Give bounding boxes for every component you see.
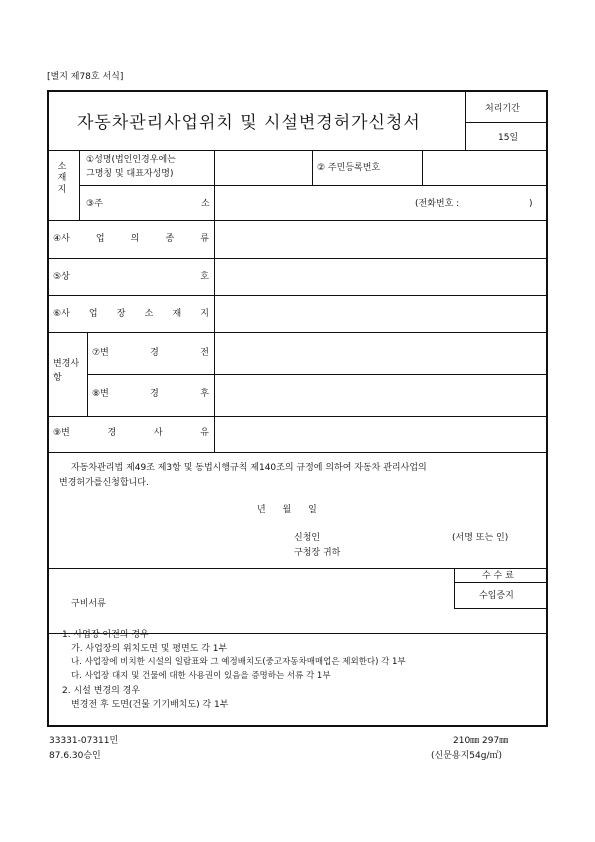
processing-period-value: 15일 [498, 133, 519, 143]
signature-label: (서명 또는 인) [452, 533, 509, 543]
applicant-label: 신청인 [294, 533, 321, 543]
documents-heading: 구비서류 [71, 599, 106, 609]
resident-number-field[interactable] [423, 151, 547, 184]
address-label-end: 소 [201, 199, 210, 209]
trade-name-field[interactable] [217, 260, 547, 294]
name-field[interactable] [217, 151, 311, 184]
business-location-label: ⑥사 업 장 소 재 지 [53, 309, 209, 319]
name-label-line2: 그명칭 및 대표자성명) [86, 169, 174, 179]
address-label: ③주 [86, 199, 103, 209]
before-change-field[interactable] [217, 334, 547, 373]
business-type-label: ④사 업 의 종 류 [53, 234, 209, 244]
business-location-field[interactable] [217, 297, 547, 331]
business-type-field[interactable] [217, 222, 547, 257]
footer-approval-date: 87.6.30승인 [49, 751, 101, 761]
document-item: 1. 사업장 이전의 경우 [62, 630, 149, 640]
trade-name-label: ⑤상 호 [53, 272, 209, 282]
resident-number-label: ② 주민등록번호 [317, 163, 381, 173]
fee-label: 수 수 료 [482, 571, 514, 581]
statement-line2: 변경허가를신청합니다. [59, 478, 149, 488]
location-label: 소재지 [57, 162, 67, 195]
change-items-label: 변경사항 [53, 359, 80, 383]
footer-form-number: 33331-07311민 [49, 736, 119, 746]
application-form [47, 90, 548, 727]
after-change-label: ⑧변 경 후 [92, 389, 209, 399]
statement-line1: 자동차관리법 제49조 제3항 및 동법시행규칙 제140조의 규정에 의하여 자동차 관리사업의 [71, 463, 427, 473]
document-item: 나. 사업장에 비치한 시설의 일람표와 그 예정배치도(중고자동차매매업은 제외한다) 각 1부 [71, 657, 406, 667]
fee-value: 수입증지 [479, 591, 514, 601]
after-change-field[interactable] [217, 376, 547, 415]
recipient-label: 구청장 귀하 [294, 548, 341, 558]
applicant-signature-field[interactable] [329, 528, 444, 546]
form-title: 자동차관리사업위치 및 시설변경허가신청서 [77, 113, 421, 133]
document-item: 변경전 후 도면(건물 기기배치도) 각 1부 [71, 700, 229, 710]
document-item: 2. 시설 변경의 경우 [62, 686, 141, 696]
change-reason-label: ⑨변 경 사 유 [53, 428, 209, 438]
footer-paper-size: 210㎜ 297㎜ [453, 736, 509, 746]
address-field[interactable] [217, 186, 407, 219]
change-reason-field[interactable] [217, 418, 547, 451]
phone-label: (전화번호 : [415, 199, 460, 209]
footer-paper-type: (신문용지54g/㎡) [431, 751, 502, 761]
before-change-label: ⑦변 경 전 [92, 348, 209, 358]
phone-close: ) [529, 199, 533, 209]
application-date: 년 월 일 [257, 505, 317, 515]
form-code: [별지 제78호 서식] [47, 72, 124, 82]
processing-period-label: 처리기간 [485, 104, 520, 114]
document-item: 가. 사업장의 위치도면 및 평면도 각 1부 [71, 644, 228, 654]
name-label-line1: ①성명(법인인경우에는 [86, 155, 176, 165]
document-item: 다. 사업장 대지 및 건물에 대한 사용권이 있음을 증명하는 서류 각 1부 [71, 671, 331, 681]
